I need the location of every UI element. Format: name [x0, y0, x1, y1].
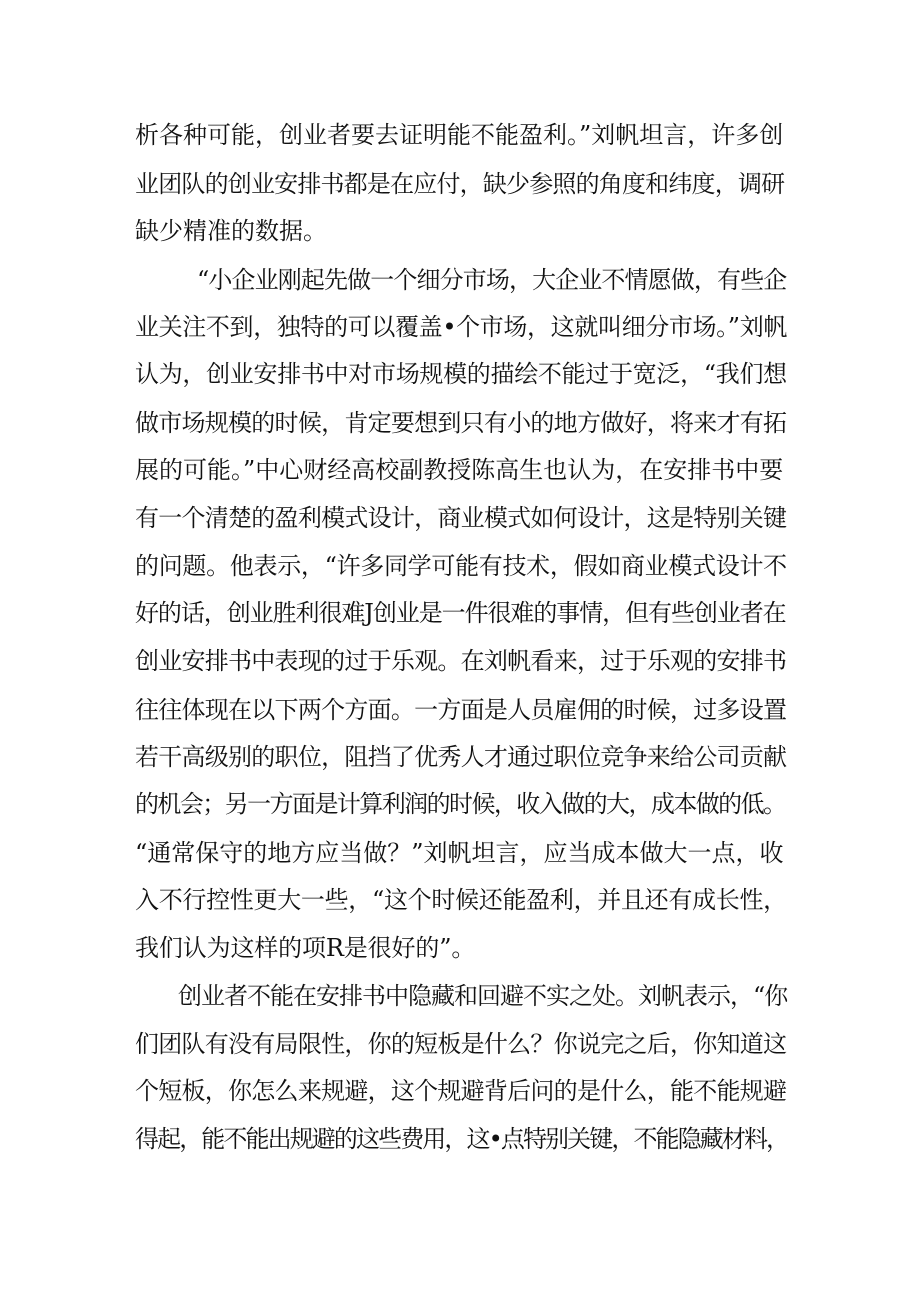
text-line: 们团队有没有局限性，你的短板是什么？你说完之后，你知道这: [135, 1030, 787, 1058]
text-line: “小企业刚起先做一个细分市场，大企业不情愿做，有些企: [197, 266, 787, 294]
text-line: 认为，创业安排书中对市场规模的描绘不能过于宽泛，“我们想: [135, 360, 787, 388]
text-line: 个短板，你怎么来规避，这个规避背后问的是什么，能不能规避: [135, 1077, 787, 1105]
text-line: 业关注不到，独特的可以覆盖•个市场，这就叫细分市场。”刘帆: [135, 313, 787, 341]
text-line: 好的话，创业胜利很难J创业是一件很难的事情，但有些创业者在: [135, 599, 786, 627]
text-line: 业团队的创业安排书都是在应付，缺少参照的角度和纬度，调研: [135, 170, 785, 198]
text-line: “通常保守的地方应当做？”刘帆坦言，应当成本做大一点，收: [135, 839, 784, 867]
text-line: 有一个清楚的盈利模式设计，商业模式如何设计，这是特别关键: [135, 504, 787, 532]
text-line: 创业者不能在安排书中隐藏和回避不实之处。刘帆表示，“你: [178, 982, 788, 1010]
text-line: 缺少精准的数据。: [135, 217, 327, 245]
text-line: 展的可能。”中心财经高校副教授陈高生也认为，在安排书中要: [135, 456, 784, 484]
text-line: 的机会；另一方面是计算利润的时候，收入做的大，成本做的低。: [135, 790, 786, 818]
text-line: 我们认为这样的项R是很好的”。: [135, 934, 476, 962]
text-line: 得起，能不能出规避的这些费用，这•点特别关键，不能隐藏材料，: [135, 1125, 789, 1153]
text-line: 做市场规模的时候，肯定要想到只有小的地方做好，将来才有拓: [135, 409, 787, 437]
text-line: 析各种可能，创业者要去证明能不能盈利。”刘帆坦言，许多创: [135, 121, 784, 149]
text-line: 入不行控性更大一些，“这个时候还能盈利，并且还有成长性，: [135, 886, 787, 914]
text-line: 往往体现在以下两个方面。一方面是人员雇佣的时候，过多设置: [135, 696, 787, 724]
text-line: 的问题。他表示，“许多同学可能有技术，假如商业模式设计不: [135, 552, 787, 580]
text-line: 创业安排书中表现的过于乐观。在刘帆看来，过于乐观的安排书: [135, 647, 787, 675]
text-line: 若干高级别的职位，阻挡了优秀人才通过职位竞争来给公司贡献: [135, 743, 787, 771]
